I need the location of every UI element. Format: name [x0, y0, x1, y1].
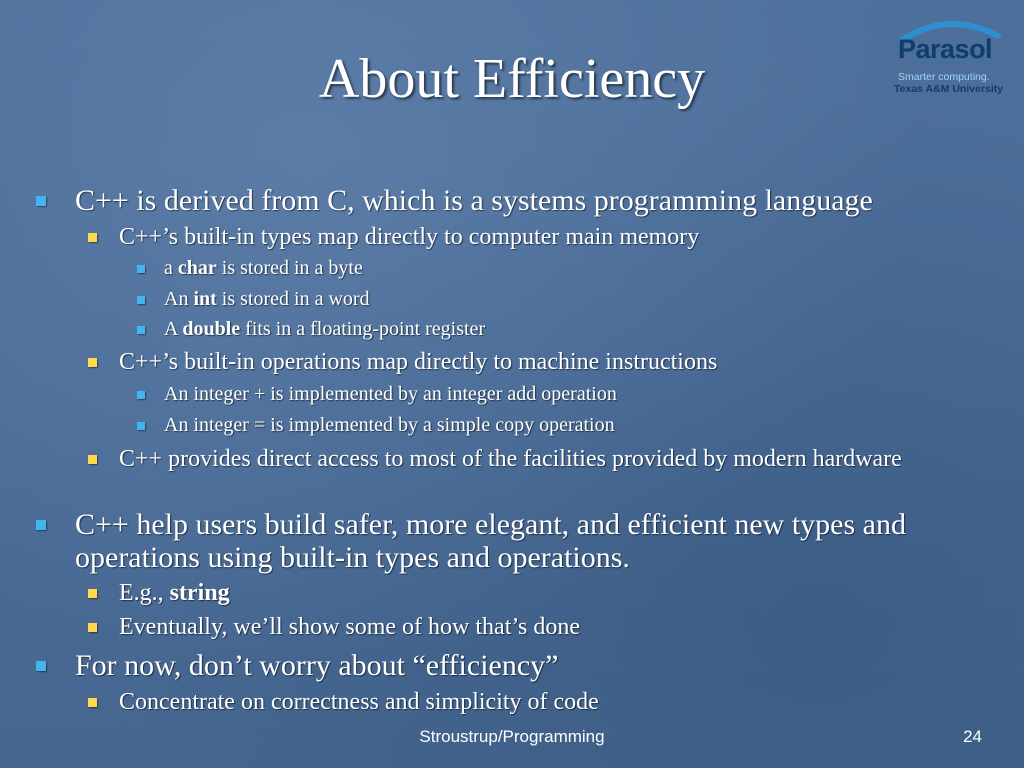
bullet-text-pre: An	[164, 288, 194, 310]
bullet-marker-icon	[88, 358, 97, 367]
bullet-marker-icon	[36, 520, 46, 530]
page-number: 24	[963, 727, 982, 746]
bullet-text: C++’s built-in types map directly to computer main memory	[119, 224, 700, 250]
bullet-item	[164, 288, 984, 310]
parasol-logo	[888, 16, 1012, 102]
logo-university: Texas A&M University	[894, 83, 1004, 95]
bullet-text-pre: A	[164, 318, 183, 340]
bullet-item	[119, 224, 999, 250]
bullet-marker-icon	[88, 233, 97, 242]
logo-tagline: Smarter computing.	[898, 71, 990, 83]
bullet-marker-icon	[137, 391, 145, 399]
bullet-item	[164, 383, 984, 405]
bullet-text: C++ provides direct access to most of the facilities provided by modern hardware	[119, 446, 902, 472]
bullet-text-post: is stored in a byte	[216, 257, 363, 279]
bullet-item	[119, 349, 999, 375]
bullet-marker-icon	[88, 623, 97, 632]
bullet-text-post: is stored in a word	[216, 288, 370, 310]
bullet-text: C++’s built-in operations map directly to machine instructions	[119, 349, 718, 375]
bullet-item	[75, 649, 1000, 682]
bullet-text-pre: a	[164, 257, 178, 279]
bullet-text: An integer = is implemented by a simple copy operation	[164, 414, 615, 436]
bullet-text: An integer + is implemented by an integer add operation	[164, 383, 617, 405]
bullet-marker-icon	[88, 589, 97, 598]
bullet-text-bold: string	[169, 580, 230, 606]
bullet-item	[119, 446, 989, 472]
bullet-text-post: fits in a floating-point register	[240, 318, 486, 340]
bullet-marker-icon	[137, 265, 145, 273]
bullet-text: C++ is derived from C, which is a systems programming language	[75, 184, 873, 217]
bullet-marker-icon	[88, 455, 97, 464]
bullet-marker-icon	[36, 661, 46, 671]
bullet-marker-icon	[36, 196, 46, 206]
bullet-marker-icon	[137, 326, 145, 334]
bullet-text: Eventually, we’ll show some of how that’s done	[119, 614, 581, 640]
bullet-item	[75, 184, 1000, 217]
bullet-marker-icon	[137, 422, 145, 430]
bullet-text: Concentrate on correctness and simplicity of code	[119, 689, 599, 715]
bullet-item	[164, 414, 984, 436]
footer-author: Stroustrup/Programming	[419, 727, 605, 746]
bullet-item	[75, 508, 1000, 574]
bullet-text: C++ help users build safer, more elegant, and efficient new types and operations using built-in types and operations.	[75, 508, 906, 574]
bullet-marker-icon	[137, 296, 145, 304]
bullet-item	[119, 689, 999, 715]
slide-title: About Efficiency	[318, 48, 706, 110]
bullet-text-bold: char	[177, 257, 217, 279]
bullet-marker-icon	[88, 698, 97, 707]
bullet-text-bold: double	[182, 318, 241, 340]
bullet-item	[119, 614, 999, 640]
bullet-item	[119, 580, 999, 606]
bullet-text-bold: int	[193, 288, 217, 310]
bullet-item	[164, 318, 984, 340]
bullet-text: For now, don’t worry about “efficiency”	[75, 649, 559, 682]
logo-name: Parasol	[898, 34, 993, 64]
bullet-text-pre: E.g.,	[119, 580, 170, 606]
bullet-item	[164, 257, 984, 279]
